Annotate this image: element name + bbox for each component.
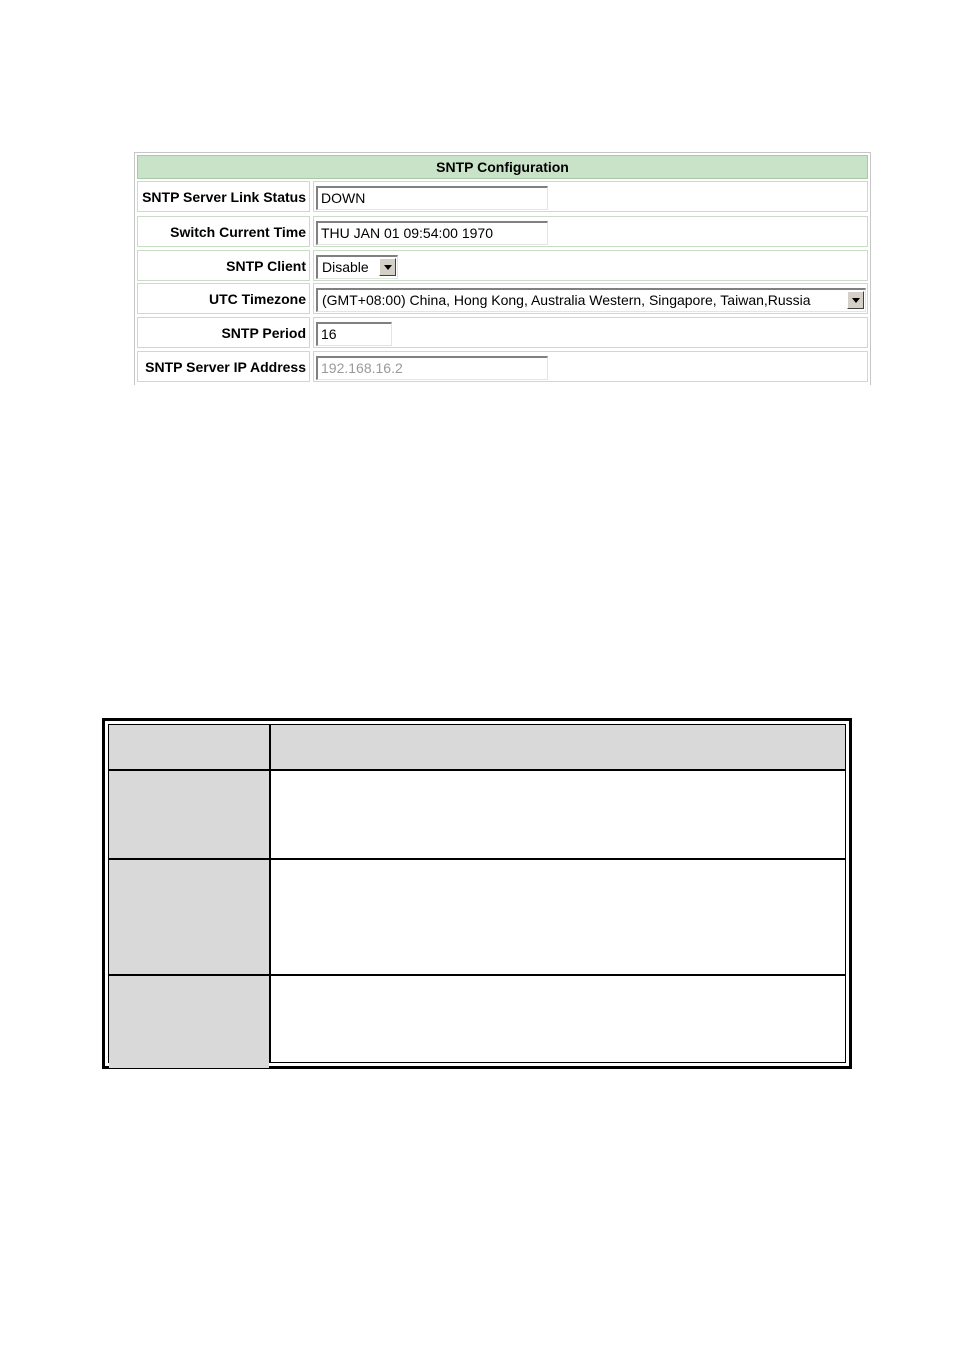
- row-sntp-client: [137, 250, 868, 282]
- chevron-down-icon[interactable]: [847, 291, 864, 309]
- switch-current-time-label: Switch Current Time: [137, 216, 310, 247]
- row-server-link-status: [137, 181, 868, 213]
- sntp-server-ip-field[interactable]: 192.168.16.2: [316, 356, 548, 380]
- row-utc-timezone: [137, 283, 868, 315]
- chevron-down-icon[interactable]: [379, 258, 396, 276]
- table-header-cell: [271, 725, 845, 769]
- sntp-server-ip-cell: [313, 351, 868, 382]
- table-header-cell: [109, 725, 269, 769]
- sntp-configuration-panel: [134, 152, 871, 385]
- sntp-period-label: SNTP Period: [137, 317, 310, 348]
- row-divider: [109, 769, 845, 771]
- row-divider: [109, 974, 845, 976]
- sntp-client-selected: Disable: [322, 259, 369, 275]
- switch-current-time-field[interactable]: THU JAN 01 09:54:00 1970: [316, 221, 548, 245]
- sntp-client-select[interactable]: [316, 255, 398, 279]
- description-table-inner: [108, 724, 846, 1063]
- row-sntp-period: [137, 317, 868, 349]
- sntp-client-cell: [313, 250, 868, 281]
- utc-timezone-select[interactable]: [316, 288, 866, 312]
- sntp-period-field[interactable]: 16: [316, 322, 392, 346]
- sntp-client-label: SNTP Client: [137, 250, 310, 281]
- row-divider: [109, 858, 845, 860]
- column-divider: [269, 725, 271, 1062]
- row-sntp-server-ip: [137, 351, 868, 383]
- utc-timezone-label: UTC Timezone: [137, 283, 310, 314]
- server-link-status-cell: [313, 181, 868, 212]
- panel-title: SNTP Configuration: [137, 155, 868, 179]
- sntp-server-ip-label: SNTP Server IP Address: [137, 351, 310, 382]
- description-table: [102, 718, 852, 1069]
- table-row-label-cell: [109, 771, 269, 858]
- server-link-status-label: SNTP Server Link Status: [137, 181, 310, 212]
- table-row-label-cell: [109, 860, 269, 974]
- utc-timezone-cell: [313, 283, 868, 314]
- sntp-period-cell: [313, 317, 868, 348]
- utc-timezone-selected: (GMT+08:00) China, Hong Kong, Australia Western, Singapore, Taiwan,Russia: [322, 292, 811, 308]
- server-link-status-field[interactable]: DOWN: [316, 186, 548, 210]
- table-row-label-cell: [109, 976, 269, 1068]
- switch-current-time-cell: [313, 216, 868, 247]
- row-switch-current-time: [137, 216, 868, 248]
